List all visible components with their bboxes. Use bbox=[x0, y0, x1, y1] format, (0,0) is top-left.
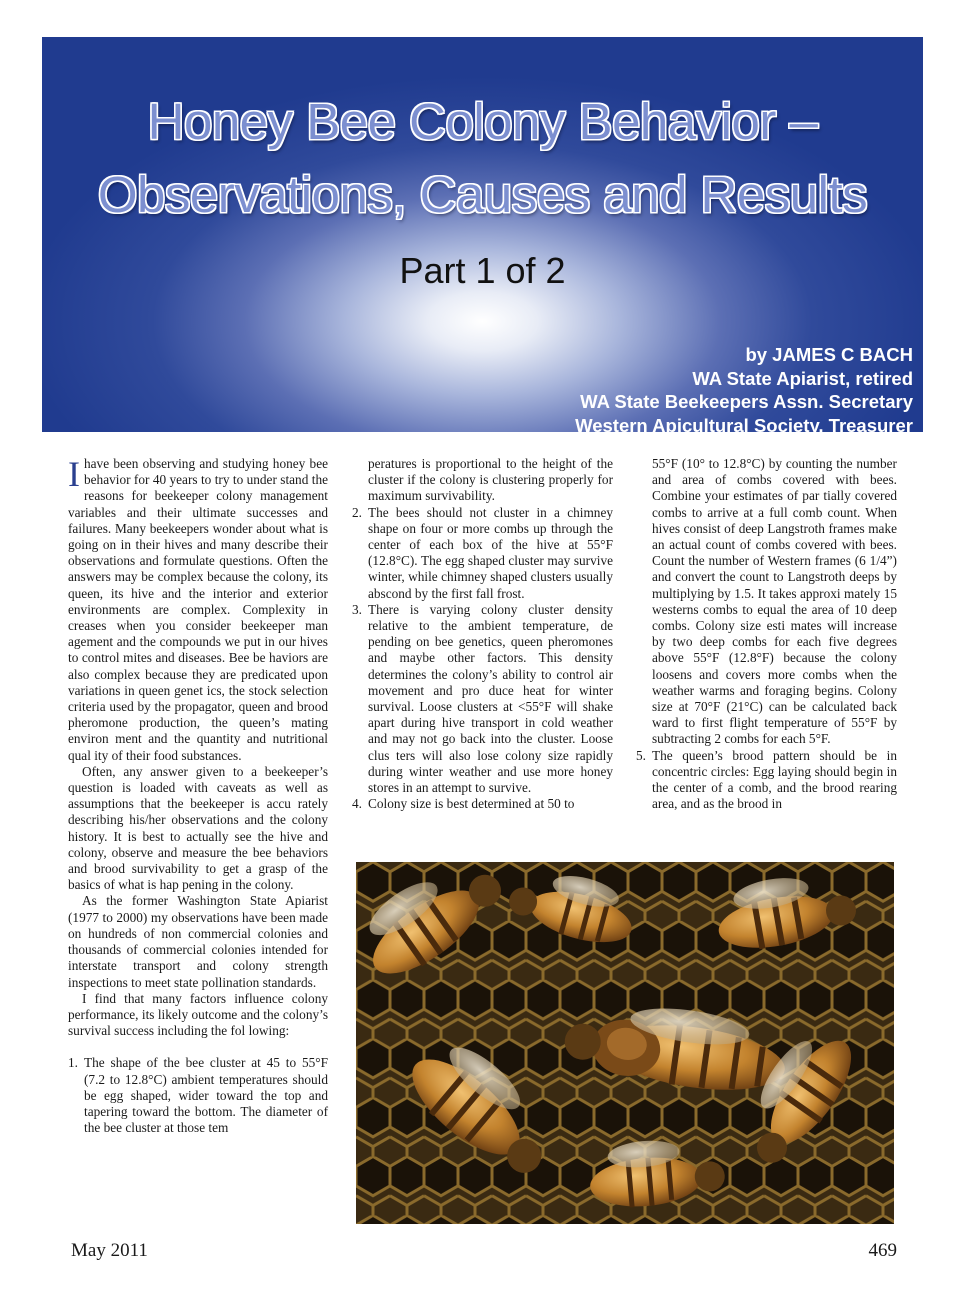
paragraph-intro-text: have been observing and studying honey bee behavior for 40 years to try to under stand the reasons for beekeeper colony management variables and their ultimate successes and failures. Many beekeepers wonder about what is going on in their hives and many describe their observations and formulate questions. Often the answers may be complex because the colony, its queen, its hive and the interior and exterior environments are complex. Complexity in creases when you consider beekeeper man agement and the compounds we put in our hives to control mites and diseases. Bee be haviors are also complex because they are predicated upon variations in queen genet ics, the stock selection criteria used by the propagator, queen and brood pheromone production, the queen’s mating environ ment and the quantity and nutritional qual ity of their food substances. bbox=[68, 456, 328, 763]
byline bbox=[575, 343, 913, 461]
column-1 bbox=[68, 456, 328, 1136]
list-number: 1. bbox=[68, 1055, 78, 1071]
list-text: There is varying colony cluster density relative to the ambient temperature, de pending on bee genetics, queen pheromones and maybe other factors. This density determines the colony’s ability to control air movement and pro duce heat for winter survival. Loose clusters at <55°F will shake apart during hive transport in cold weather and may not go back into the cluster. Loose clus ters will also lose colony size rapidly during winter weather and use more honey stores in an attempt to survive. bbox=[368, 601, 613, 796]
footer-date: May 2011 bbox=[71, 1240, 148, 1261]
list-number: 4. bbox=[352, 796, 362, 812]
column-3 bbox=[636, 456, 897, 812]
article-title-line2: Observations, Causes and Results bbox=[97, 166, 868, 223]
byline-role3: Western Apicultural Society, Treasurer bbox=[575, 414, 913, 436]
article-part: Part 1 of 2 bbox=[399, 250, 566, 291]
list-item-1 bbox=[68, 1055, 328, 1136]
article-title-line1: Honey Bee Colony Behavior – bbox=[147, 93, 818, 150]
title-banner bbox=[42, 37, 923, 459]
page-number: 469 bbox=[868, 1240, 897, 1261]
paragraph-3: As the former Washington State Apiarist (1977 to 2000) my observations have been made on hundreds of non commercial colonies and thousands of commercial colonies intended for interstate transport and colony strength inspections to meet state pollination standards. bbox=[68, 893, 328, 990]
byline-role2: WA State Beekeepers Assn. Secretary bbox=[580, 391, 913, 412]
list-text: The shape of the bee cluster at 45 to 55°F (7.2 to 12.8°C) ambient temperatures should be egg shaped, wider toward the top and tapering toward the bottom. The diameter of the bee cluster at those tem bbox=[84, 1055, 328, 1136]
paragraph-intro bbox=[68, 456, 328, 764]
byline-author: by JAMES C BACH bbox=[745, 344, 913, 365]
list-number: 3. bbox=[352, 601, 362, 617]
list-item-3 bbox=[352, 602, 613, 796]
paragraph-2: Often, any answer given to a beekeeper’s question is loaded with caveats as well as assumptions that the beekeeper is accu rately describing his/her observations and the colony history. It is best to actually see the hive and colony, observe and measure the bee behaviors and brood survivability to get a grasp of the basics of what is hap pening in the colony. bbox=[68, 763, 328, 893]
list-number: 5. bbox=[636, 747, 646, 763]
list-number: 2. bbox=[352, 504, 362, 520]
bees-on-comb-photo bbox=[356, 862, 894, 1224]
drop-cap: I bbox=[68, 454, 80, 494]
byline-role1: WA State Apiarist, retired bbox=[692, 367, 913, 389]
paragraph-4: I find that many factors influence colony performance, its likely outcome and the colony’s survival success including the fol lowing: bbox=[68, 990, 328, 1039]
list-item-1-continued: peratures is proportional to the height of the cluster if the colony is clustering properly for maximum survivability. bbox=[368, 456, 613, 504]
list-item-4-continued: 55°F (10° to 12.8°C) by counting the number and area of combs covered with bees. Combine your estimates of par tially covered combs to arrive at a full comb count. When hives consist of deep Langstroth frames make an actual count of combs covered with bees. Count the number of Western frames (6 1/4”) and convert the count to Langstroth deeps by multiplying by 1.5. It takes approxi mately 15 westerns combs to equal the area of 10 deep combs. Colony size esti mates will increase by two deep combs for each five degrees above 55°F (12.8°F) because the colony loosens and covers more combs when the weather warms and foraging begins. Colony size at 70°F (21°C) can be calculated back ward to first flight temperature of 55°F by subtracting 2 combs for each 5°F. bbox=[652, 456, 897, 747]
byline-email: jcbach@fairpoint.net bbox=[729, 438, 913, 459]
list-text: The bees should not cluster in a chimney shape on four or more combs up through the center of each box of the hive at 55°F (12.8°C). The egg shaped cluster may survive winter, while chimney shaped clusters usually abscond by the first fall frost. bbox=[368, 504, 613, 601]
column-2 bbox=[352, 456, 613, 812]
bees-illustration bbox=[356, 862, 894, 1224]
list-text: The queen’s brood pattern should be in concentric circles: Egg laying should begin in the center of a comb, and the brood rearing area, and as the brood in bbox=[652, 747, 897, 812]
list-item-2 bbox=[352, 505, 613, 602]
list-item-4 bbox=[352, 796, 613, 812]
spacer bbox=[68, 1039, 328, 1055]
list-text: Colony size is best determined at 50 to bbox=[368, 796, 575, 812]
list-item-5 bbox=[636, 748, 897, 813]
